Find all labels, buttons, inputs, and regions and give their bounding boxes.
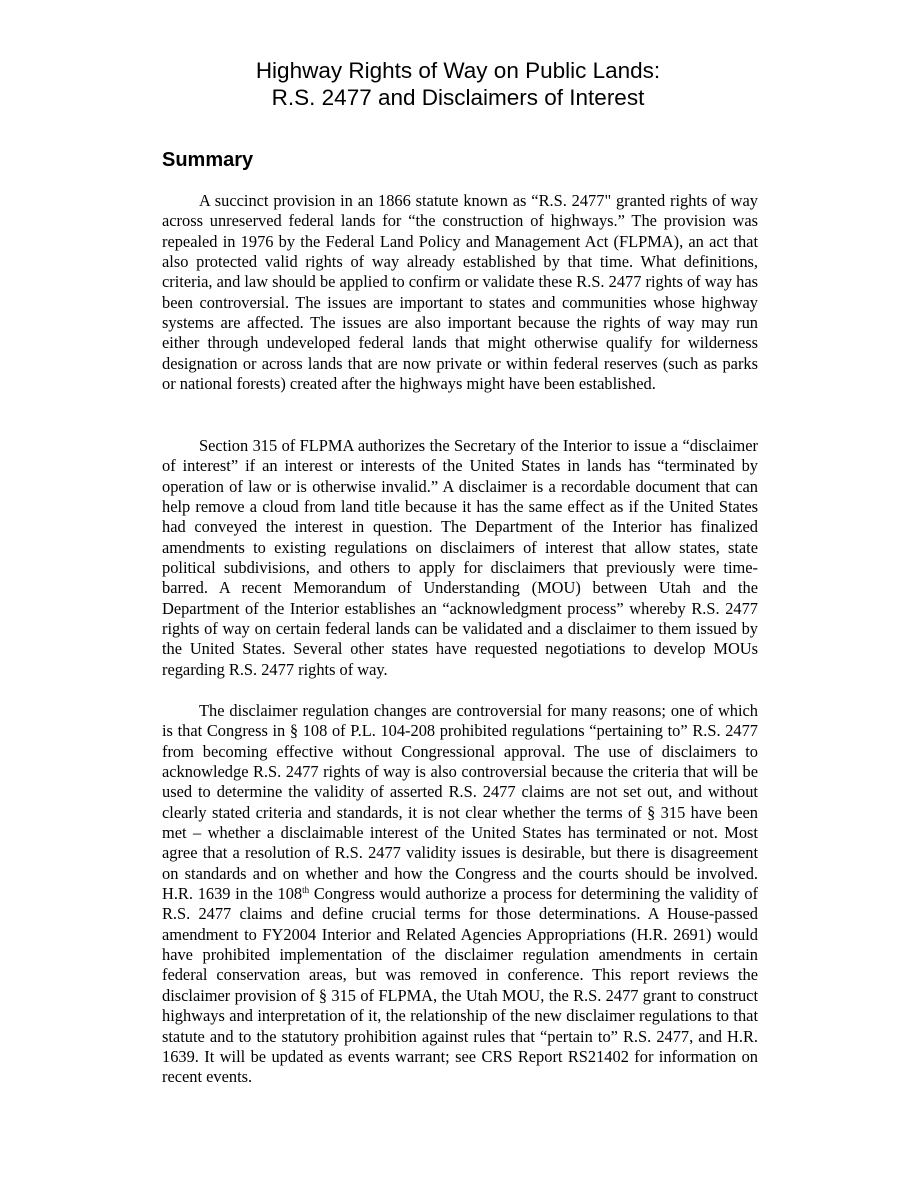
summary-paragraph-3-part-1: The disclaimer regulation changes are controversial for many reasons; one of which is that Congress in § 108 of P.L. 104-208 prohibited regulations “pertaining to” R.S. 2477 from becoming effective without Congressional approval. The use of disclaimers to acknowledge R.S. 2477 rights of way is also controversial because the criteria that will be used to determine the validity of asserted R.S. 2477 claims are not set out, and without clearly stated criteria and standards, it is not clear whether the terms of § 315 have been met – whether a disclaimable interest of the United States has terminated or not. Most agree that a resolution of R.S. 2477 validity issues is desirable, but there is disagreement on standards and on whether and how the Congress and the courts should be involved. H.R. 1639 in the 108 bbox=[162, 701, 758, 904]
summary-paragraph-2: Section 315 of FLPMA authorizes the Secretary of the Interior to issue a “disclaimer of interest” if an interest or interests of the United States in lands has “terminated by operation of law or is otherwise invalid.” A disclaimer is a recordable document that can help remove a cloud from land title because it has the same effect as if the United States had conveyed the interest in question. The Department of the Interior has finalized amendments to existing regulations on disclaimers of interest that allow states, state political subdivisions, and others to apply for disclaimers that previously were time-barred. A recent Memorandum of Understanding (MOU) between Utah and the Department of the Interior establishes an “acknowledgment process” whereby R.S. 2477 rights of way on certain federal lands can be validated and a disclaimer to them issued by the United States. Several other states have requested negotiations to develop MOUs regarding R.S. 2477 rights of way. bbox=[162, 436, 758, 679]
title-line-2: R.S. 2477 and Disclaimers of Interest bbox=[271, 85, 645, 110]
summary-paragraph-3 bbox=[162, 701, 758, 1088]
ordinal-superscript: th bbox=[302, 885, 310, 896]
title-line-1: Highway Rights of Way on Public Lands: bbox=[255, 58, 661, 83]
summary-heading: Summary bbox=[162, 149, 254, 171]
summary-paragraph-1: A succinct provision in an 1866 statute known as “R.S. 2477" granted rights of way across unreserved federal lands for “the construction of highways.” The provision was repealed in 1976 by the Federal Land Policy and Management Act (FLPMA), an act that also protected valid rights of way already established by that time. What definitions, criteria, and law should be applied to confirm or validate these R.S. 2477 rights of way has been controversial. The issues are important to states and communities whose highway systems are affected. The issues are also important because the rights of way may run either through undeveloped federal lands that might otherwise qualify for wilderness designation or across lands that are now private or within federal reserves (such as parks or national forests) created after the highways might have been established. bbox=[162, 191, 758, 394]
document-title bbox=[0, 57, 916, 111]
summary-paragraph-3-part-2: Congress would authorize a process for determining the validity of R.S. 2477 claims and define crucial terms for those determinations. A House-passed amendment to FY2004 Interior and Related Agencies Appropriations (H.R. 2691) would have prohibited implementation of the disclaimer regulation amendments in certain federal conservation areas, but was removed in conference. This report reviews the disclaimer provision of § 315 of FLPMA, the Utah MOU, the R.S. 2477 grant to construct highways and interpretation of it, the relationship of the new disclaimer regulations to that statute and to the statutory prohibition against rules that “pertain to” R.S. 2477, and H.R. 1639. It will be updated as events warrant; see CRS Report RS21402 for information on recent events. bbox=[162, 884, 759, 1087]
